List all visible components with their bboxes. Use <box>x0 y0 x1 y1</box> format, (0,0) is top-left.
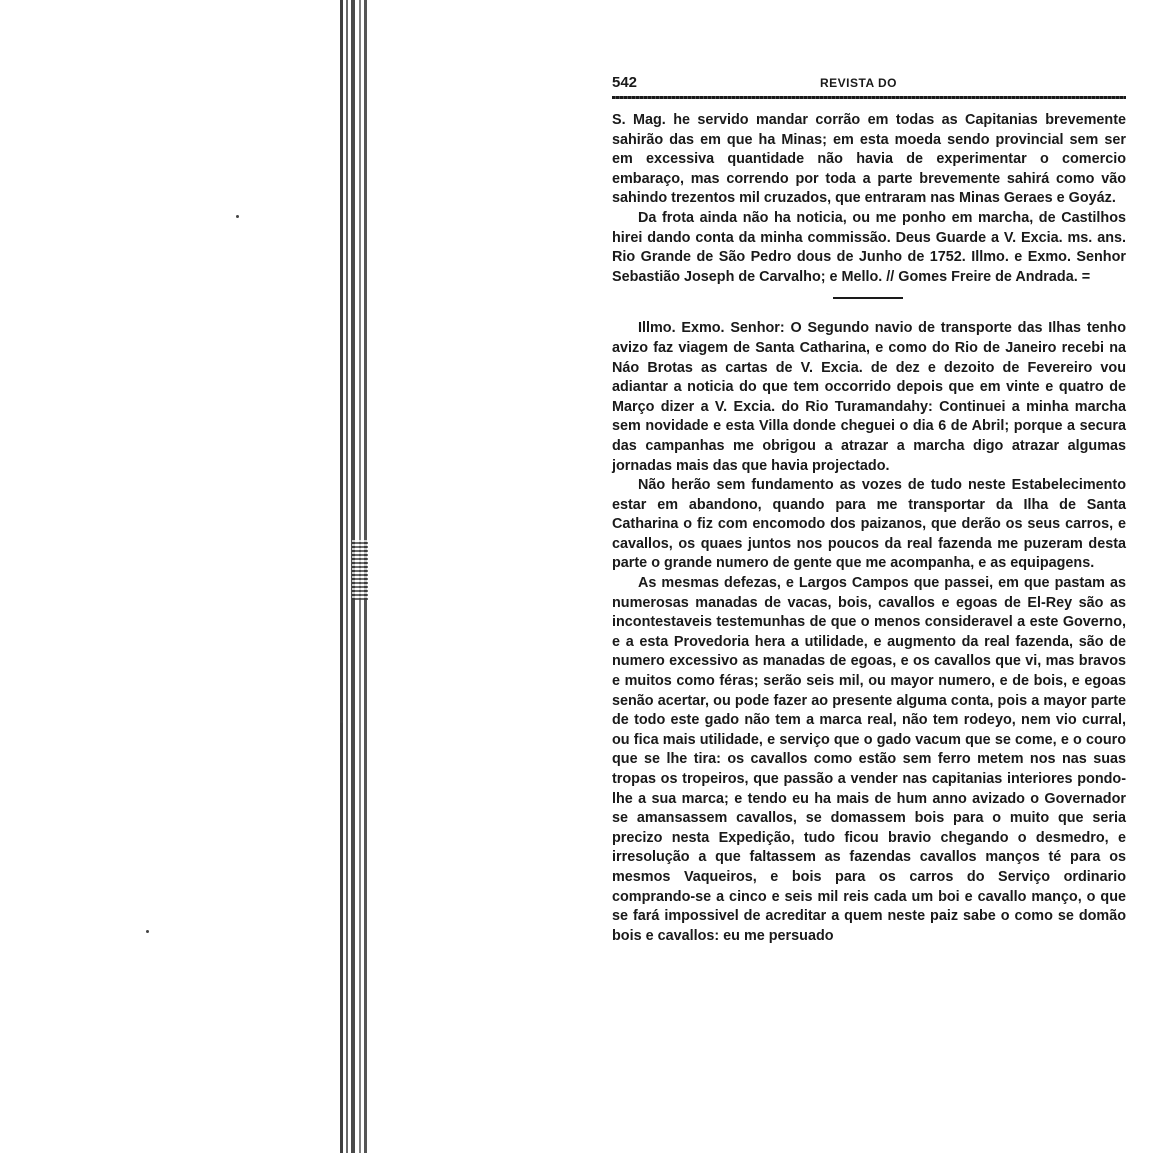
letter-2 <box>612 319 1126 946</box>
gutter-line <box>340 0 343 1153</box>
page-speck <box>340 720 343 723</box>
document-page <box>612 68 1126 946</box>
paragraph: Da frota ainda não ha noticia, ou me ponho em marcha, de Castilhos hirei dando conta da minha commissão. Deus Guarde a V. Excia. ms. ans. Rio Grande de São Pedro dous de Junho de 1752. Illmo. e Exmo. Senhor Sebastião Joseph de Carvalho; e Mello. // Gomes Freire de Andrada. = <box>612 209 1126 285</box>
book-gutter <box>340 0 380 1153</box>
paragraph: As mesmas defezas, e Largos Campos que passei, em que pastam as numerosas manadas de vacas, bois, cavallos e egoas de El-Rey são as incontestaveis testemunhas de que o menos consideravel a este Governo, e a esta Provedoria hera a utilidade, e augmento da real fazenda, são de numero excessivo as manadas de egoas, e os cavallos que vi, mas bravos e muitos como féras; serão seis mil, ou mayor numero, e de bois, e egoas senão acertar, ou pode fazer ao presente alguma conta, pois a mayor parte de todo este gado não tem a marca real, não tem rodeyo, nem vio curral, ou fica mais utilidade, e serviço que o gado vacum que se come, e o couro que se lhe tira: os cavallos como estão sem ferro metem nos nas suas tropas os tropeiros, que passão a vender nas capitanias interiores pondo-lhe a sua marca; e tendo eu ha mais de hum anno avizado o Governador se amansassem cavallos, se domassem bois para o muito que seria precizo nesta Expedição, tudo ficou bravio chegando o desmedro, e irresolução a que faltassem as fazendas cavallos manços té para os mesmos Vaqueiros, e bois para os carros do Serviço ordinario comprando-se a cinco e seis mil reis cada um boi e cavallo manço, o que se fará impossivel de acreditar a quem neste paiz sabe o como se domão bois e cavallos: eu me persuado <box>612 575 1126 944</box>
paragraph: S. Mag. he servido mandar corrão em todas as Capitanias brevemente sahirão das em que ha Minas; em esta moeda sendo provincial sem ser em excessiva quantidade não havia de experimentar o comercio embaraço, mas correndo por toda a parte brevemente sahirá como vão sahindo trezentos mil cruzados, que entraram nas Minas Geraes e Goyáz. <box>612 112 1126 207</box>
page-speck <box>146 930 149 933</box>
running-head: REVISTA DO <box>820 76 898 90</box>
page-speck <box>236 215 239 218</box>
gutter-line <box>346 0 348 1153</box>
section-separator <box>833 297 903 299</box>
letter-1 <box>612 111 1126 287</box>
page-header <box>612 68 1126 96</box>
page-number: 542 <box>612 74 638 91</box>
paragraph: Illmo. Exmo. Senhor: O Segundo navio de transporte das Ilhas tenho avizo faz viagem de Santa Catharina, e como do Rio de Janeiro recebi na Náo Brotas as cartas de V. Excia. de dez e dezoito de Fevereiro vou adiantar a noticia do que tem occorrido depois que em vinte e quatro de Março dizer a V. Excia. do Rio Turamandahy: Continuei a minha marcha sem novidade e esta Villa donde cheguei o dia 6 de Abril; porque a secura das campanhas me obrigou a atrazar a marcha digo atrazar algumas jornadas mais das que havia projectado. <box>612 320 1126 474</box>
gutter-smudge <box>352 540 368 600</box>
paragraph: Não herão sem fundamento as vozes de tudo neste Estabelecimento estar em abandono, quando para me transportar da Ilha de Santa Catharina o fiz com encomodo dos paizanos, que derão os seus carros, e cavallos, os quaes juntos nos poucos da real fazenda me puzeram desta parte o grande numero de gente que me acompanha, e as equipagens. <box>612 477 1126 572</box>
header-rule <box>612 96 1126 99</box>
